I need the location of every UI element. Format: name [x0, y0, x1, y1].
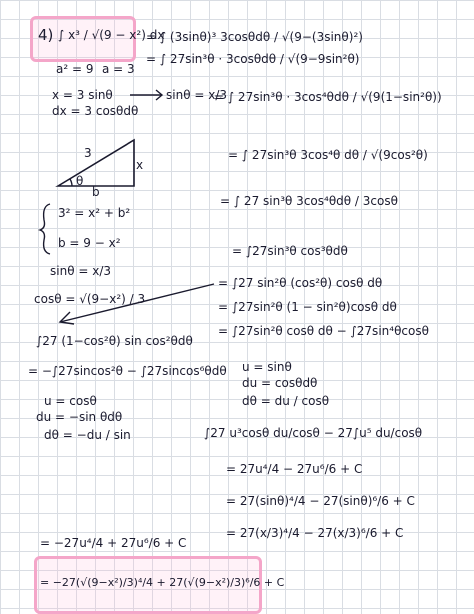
triangle-angle-arc: [70, 179, 72, 186]
step-r8: = ∫27sin²θ (1 − sin²θ)cosθ dθ: [218, 300, 397, 314]
problem-number: 4): [38, 26, 54, 44]
right-triangle: [58, 140, 134, 186]
sin-definition: sinθ = x/3: [50, 264, 111, 278]
step-r3: = ∫ 27sin³θ · 3cos⁴θdθ / √(9(1−sin²θ)): [214, 90, 442, 104]
du-substitution: du = cosθdθ: [242, 376, 318, 390]
sin-theta-ratio: sinθ = x/3: [166, 88, 227, 102]
substitution-x: x = 3 sinθ: [52, 88, 113, 102]
result-u: = 27u⁴/4 − 27u⁶/6 + C: [226, 462, 363, 476]
step-r7: = ∫27 sin²θ (cos²θ) cosθ dθ: [218, 276, 383, 290]
system-brace: [40, 204, 50, 254]
triangle-hypotenuse-label: 3: [84, 146, 92, 160]
left-result: = −27u⁴/4 + 27u⁶/6 + C: [40, 536, 187, 550]
step-r1: = ∫ (3sinθ)³ 3cosθdθ / √(9−(3sinθ)²): [146, 30, 363, 44]
final-answer: = −27(√(9−x²)/3)⁴/4 + 27(√(9−x²)/3)⁶/6 + C: [40, 576, 285, 589]
integral-in-u: ∫27 u³cosθ du/cosθ − 27∫u⁵ du/cosθ: [204, 426, 423, 440]
step-r9: = ∫27sin²θ cosθ dθ − ∫27sin⁴θcosθ: [218, 324, 429, 338]
triangle-base-label: b: [92, 185, 100, 199]
a-squared: a² = 9: [56, 62, 94, 76]
dtheta-definition: dθ = −du / sin: [44, 428, 131, 442]
left-integral-1: ∫27 (1−cos²θ) sin cos²θdθ: [36, 334, 193, 348]
step-r2: = ∫ 27sin³θ · 3cosθdθ / √(9−9sin²θ): [146, 52, 360, 66]
result-x: = 27(x/3)⁴/4 − 27(x/3)⁶/6 + C: [226, 526, 404, 540]
step-r5: = ∫ 27 sin³θ 3cos⁴θdθ / 3cosθ: [220, 194, 398, 208]
du-definition: du = −sin θdθ: [36, 410, 123, 424]
u-substitution: u = sinθ: [242, 360, 292, 374]
cos-definition: cosθ = √(9−x²) / 3: [34, 292, 146, 306]
step-r4: = ∫ 27sin³θ 3cos⁴θ dθ / √(9cos²θ): [228, 148, 428, 162]
dx-line: dx = 3 cosθdθ: [52, 104, 139, 118]
arrow-head: [60, 312, 74, 324]
triangle-opposite-label: x: [136, 158, 144, 172]
dtheta-substitution: dθ = du / cosθ: [242, 394, 330, 408]
pythagoras-2: b = 9 − x²: [58, 236, 121, 250]
left-integral-2: = −∫27sincos²θ − ∫27sincos⁶θdθ: [28, 364, 227, 378]
triangle-angle-label: θ: [76, 174, 84, 188]
u-definition: u = cosθ: [44, 394, 97, 408]
pythagoras-1: 3² = x² + b²: [58, 206, 131, 220]
a-value: a = 3: [102, 62, 135, 76]
integral-problem: ∫ x³ / √(9 − x²) dx: [58, 28, 165, 42]
step-r6: = ∫27sin³θ cos³θdθ: [232, 244, 348, 258]
result-sin: = 27(sinθ)⁴/4 − 27(sinθ)⁶/6 + C: [226, 494, 415, 508]
